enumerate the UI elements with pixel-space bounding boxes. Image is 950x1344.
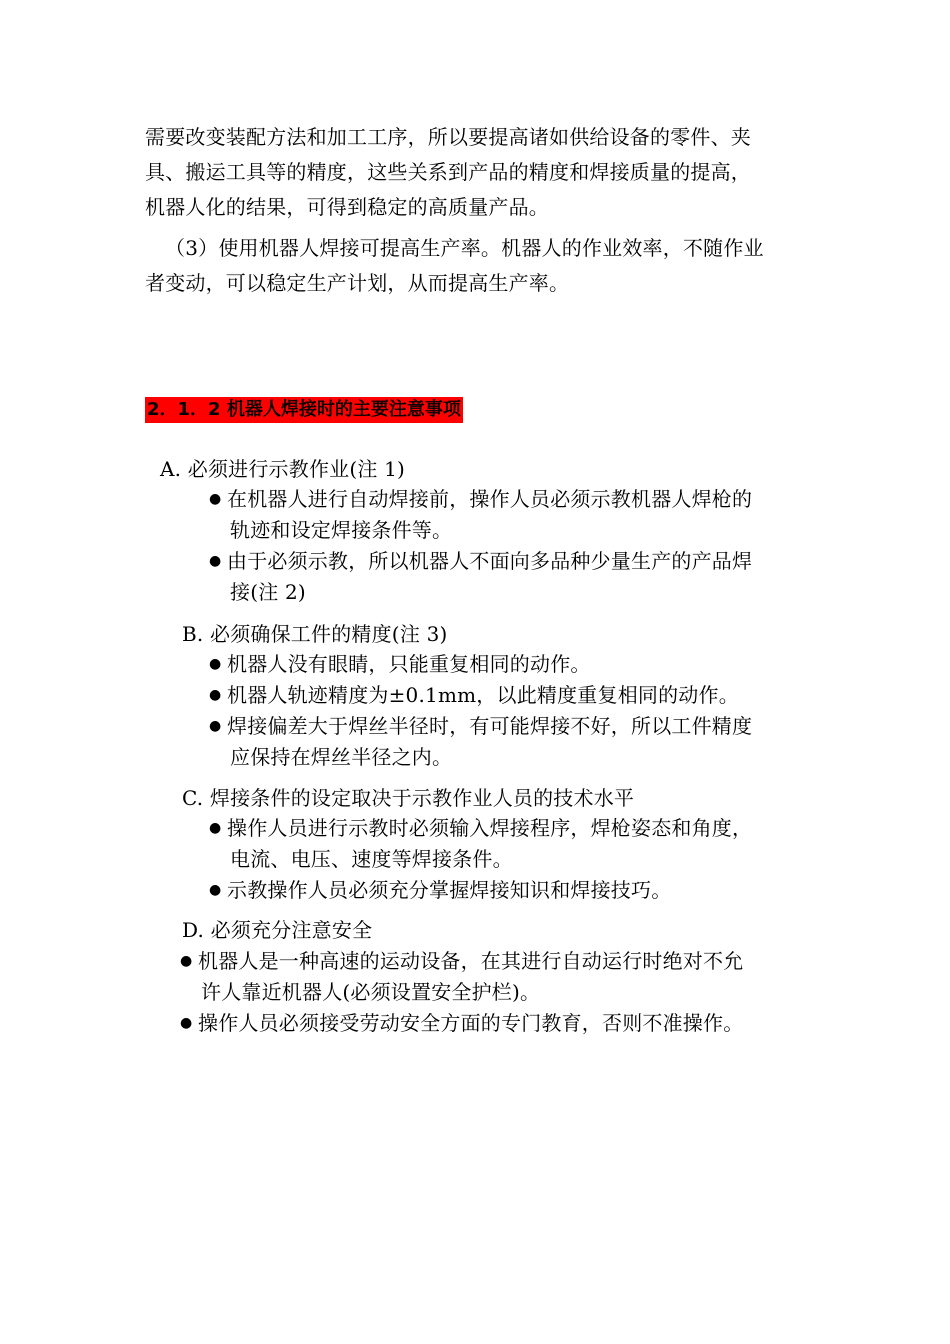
item-d-bullet-1-line-2: 许人靠近机器人(必须设置安全护栏)。 [201,980,541,1004]
item-a-label: A. 必须进行示教作业(注 1) [160,457,406,481]
bullet-icon: ● [180,1015,193,1031]
item-b-label: B. 必须确保工件的精度(注 3) [182,622,448,646]
bullet-icon: ● [209,687,222,703]
item-b-bullet-3-line-1: 焊接偏差大于焊丝半径时，有可能焊接不好，所以工件精度 [227,714,753,738]
item-d-bullet-2: 操作人员必须接受劳动安全方面的专门教育，否则不准操作。 [198,1011,744,1035]
bullet-icon: ● [209,718,222,734]
bullet-icon: ● [180,953,193,969]
item-a-bullet-2-line-2: 接(注 2) [230,580,306,604]
intro-line-4: （3）使用机器人焊接可提高生产率。机器人的作业效率，不随作业 [165,236,764,260]
intro-line-2: 具、搬运工具等的精度，这些关系到产品的精度和焊接质量的提高， [145,160,751,184]
item-a-bullet-1-line-2: 轨迹和设定焊接条件等。 [230,518,453,542]
section-heading: 2．1．2 机器人焊接时的主要注意事项 [145,397,463,423]
item-b-bullet-3-line-2: 应保持在焊丝半径之内。 [230,745,453,769]
item-b-bullet-2: 机器人轨迹精度为±0.1mm，以此精度重复相同的动作。 [227,683,739,707]
bullet-icon: ● [209,882,222,898]
item-d-bullet-1-line-1: 机器人是一种高速的运动设备，在其进行自动运行时绝对不允 [198,949,744,973]
item-c-bullet-1-line-1: 操作人员进行示教时必须输入焊接程序，焊枪姿态和角度， [227,816,753,840]
intro-line-1: 需要改变装配方法和加工工序，所以要提高诸如供给设备的零件、夹 [145,125,751,149]
intro-line-5: 者变动，可以稳定生产计划，从而提高生产率。 [145,271,570,295]
intro-line-3: 机器人化的结果，可得到稳定的高质量产品。 [145,195,549,219]
bullet-icon: ● [209,491,222,507]
bullet-icon: ● [209,820,222,836]
item-a-bullet-2-line-1: 由于必须示教，所以机器人不面向多品种少量生产的产品焊 [227,549,753,573]
item-c-label: C. 焊接条件的设定取决于示教作业人员的技术水平 [182,786,635,810]
item-c-bullet-1-line-2: 电流、电压、速度等焊接条件。 [230,847,513,871]
bullet-icon: ● [209,553,222,569]
item-c-bullet-2: 示教操作人员必须充分掌握焊接知识和焊接技巧。 [227,878,672,902]
item-b-bullet-1: 机器人没有眼睛，只能重复相同的动作。 [227,652,591,676]
bullet-icon: ● [209,656,222,672]
item-d-label: D. 必须充分注意安全 [182,918,373,942]
item-a-bullet-1-line-1: 在机器人进行自动焊接前，操作人员必须示教机器人焊枪的 [227,487,753,511]
